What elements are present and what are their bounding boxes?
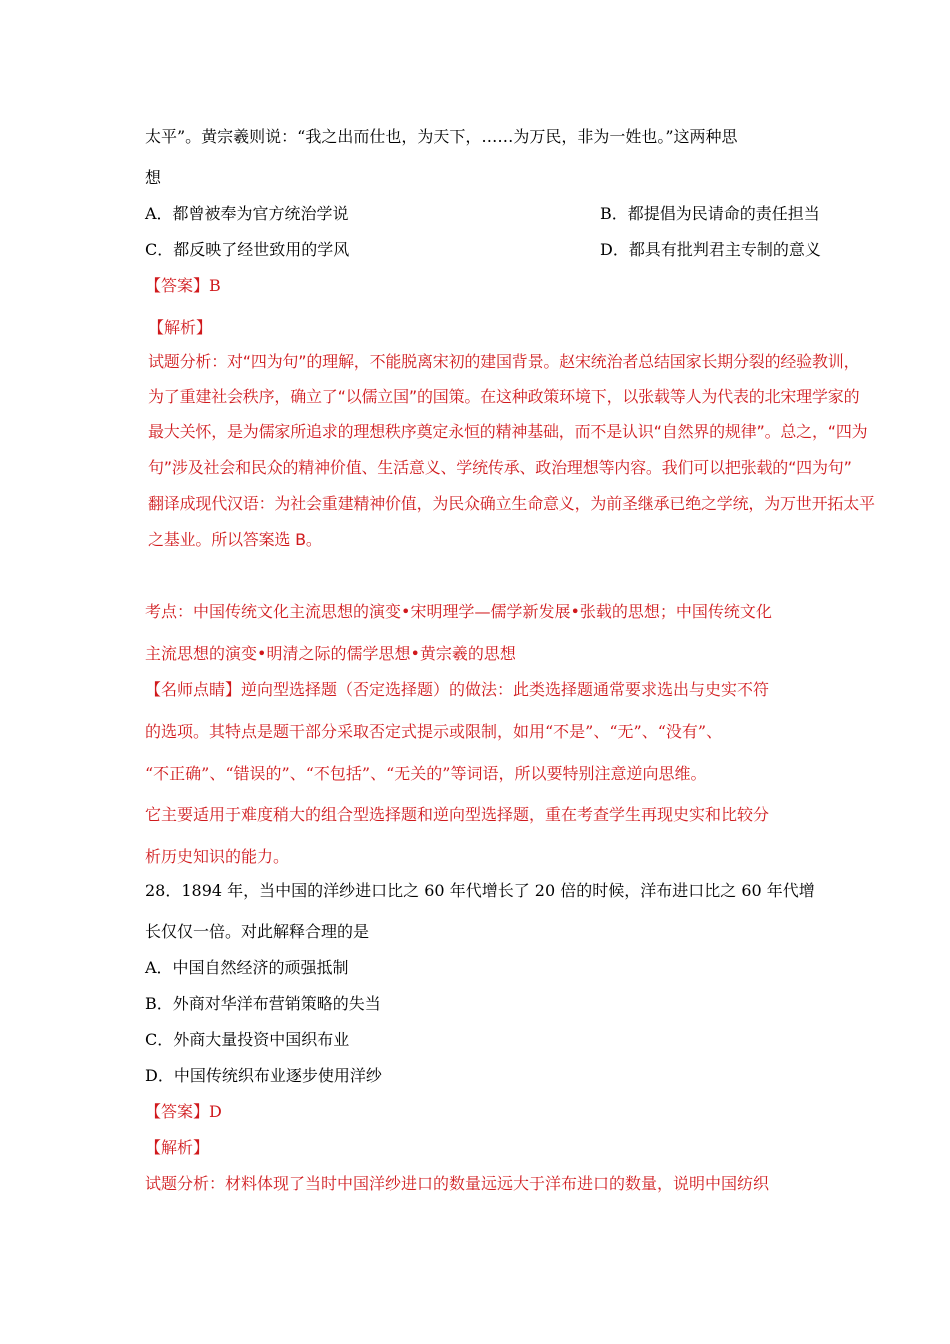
tips-text: 逆向型选择题（否定选择题）的做法：此类选择题通常要求选出与史实不符 <box>241 680 770 699</box>
answer-value: B <box>209 276 221 295</box>
answer-value: D <box>209 1102 222 1121</box>
q27-tips-line: 的选项。其特点是题干部分采取否定式提示或限制，如用“不是”、“无”、“没有”、 <box>145 722 723 741</box>
q27-analysis-line: 翻译成现代汉语：为社会重建精神价值，为民众确立生命意义，为前圣继承已绝之学统，为万世开拓太平 <box>148 494 875 513</box>
q27-options-row1 <box>145 203 820 225</box>
q27-analysis-line: 句”涉及社会和民众的精神价值、生活意义、学统传承、政治理想等内容。我们可以把张载的“四为句” <box>148 458 852 477</box>
q27-stem-line1: 太平”。黄宗羲则说：“我之出而仕也，为天下，……为万民，非为一姓也。”这两种思 <box>145 127 738 146</box>
q27-tips-line: 析历史知识的能力。 <box>145 847 290 866</box>
q28-analysis-label: 【解析】 <box>145 1138 210 1157</box>
q27-tips-line <box>145 679 769 701</box>
q27-tips-line: 它主要适用于难度稍大的组合型选择题和逆向型选择题，重在考查学生再现史实和比较分 <box>145 805 770 824</box>
q27-option-d: D．都具有批判君主专制的意义 <box>600 240 821 259</box>
q27-analysis-label: 【解析】 <box>148 318 213 337</box>
q27-analysis-line: 最大关怀，是为儒家所追求的理想秩序奠定永恒的精神基础，而不是认识“自然界的规律”。总之，“四为 <box>148 422 868 441</box>
q28-option-a: A．中国自然经济的顽强抵制 <box>145 958 349 977</box>
q28-stem-line2: 长仅仅一倍。对此解释合理的是 <box>145 922 370 941</box>
q28-option-d: D．中国传统织布业逐步使用洋纱 <box>145 1066 382 1085</box>
q27-option-a: A．都曾被奉为官方统治学说 <box>145 204 349 223</box>
q28-option-b: B．外商对华洋布营销策略的失当 <box>145 994 381 1013</box>
q27-kaodian-line: 考点：中国传统文化主流思想的演变•宋明理学—儒学新发展•张载的思想；中国传统文化 <box>145 602 772 621</box>
q28-answer <box>145 1101 222 1123</box>
q27-analysis-line: 为了重建社会秩序，确立了“以儒立国”的国策。在这种政策环境下，以张载等人为代表的北宋理学家的 <box>148 387 860 406</box>
answer-label: 【答案】 <box>145 276 210 295</box>
answer-label: 【答案】 <box>145 1102 210 1121</box>
q27-option-c: C．都反映了经世致用的学风 <box>145 240 350 259</box>
tips-label: 【名师点睛】 <box>145 680 242 699</box>
q27-tips-line: “不正确”、“错误的”、“不包括”、“无关的”等词语，所以要特别注意逆向思维。 <box>145 764 707 783</box>
q28-stem-line1: 28．1894 年，当中国的洋纱进口比之 60 年代增长了 20 倍的时候，洋布进口比之 60 年代增 <box>145 881 815 900</box>
q27-answer <box>145 275 221 297</box>
q27-option-b: B．都提倡为民请命的责任担当 <box>600 204 820 223</box>
q27-analysis-line: 之基业。所以答案选 B。 <box>148 530 322 549</box>
q27-options-row2 <box>145 239 821 261</box>
q27-stem-line2: 想 <box>145 168 162 187</box>
q27-kaodian-line: 主流思想的演变•明清之际的儒学思想•黄宗羲的思想 <box>145 644 516 663</box>
q28-option-c: C．外商大量投资中国织布业 <box>145 1030 350 1049</box>
q27-analysis-line: 试题分析：对“四为句”的理解，不能脱离宋初的建国背景。赵宋统治者总结国家长期分裂的经验教训， <box>148 352 860 371</box>
q28-analysis-line: 试题分析：材料体现了当时中国洋纱进口的数量远远大于洋布进口的数量，说明中国纺织 <box>145 1174 770 1193</box>
